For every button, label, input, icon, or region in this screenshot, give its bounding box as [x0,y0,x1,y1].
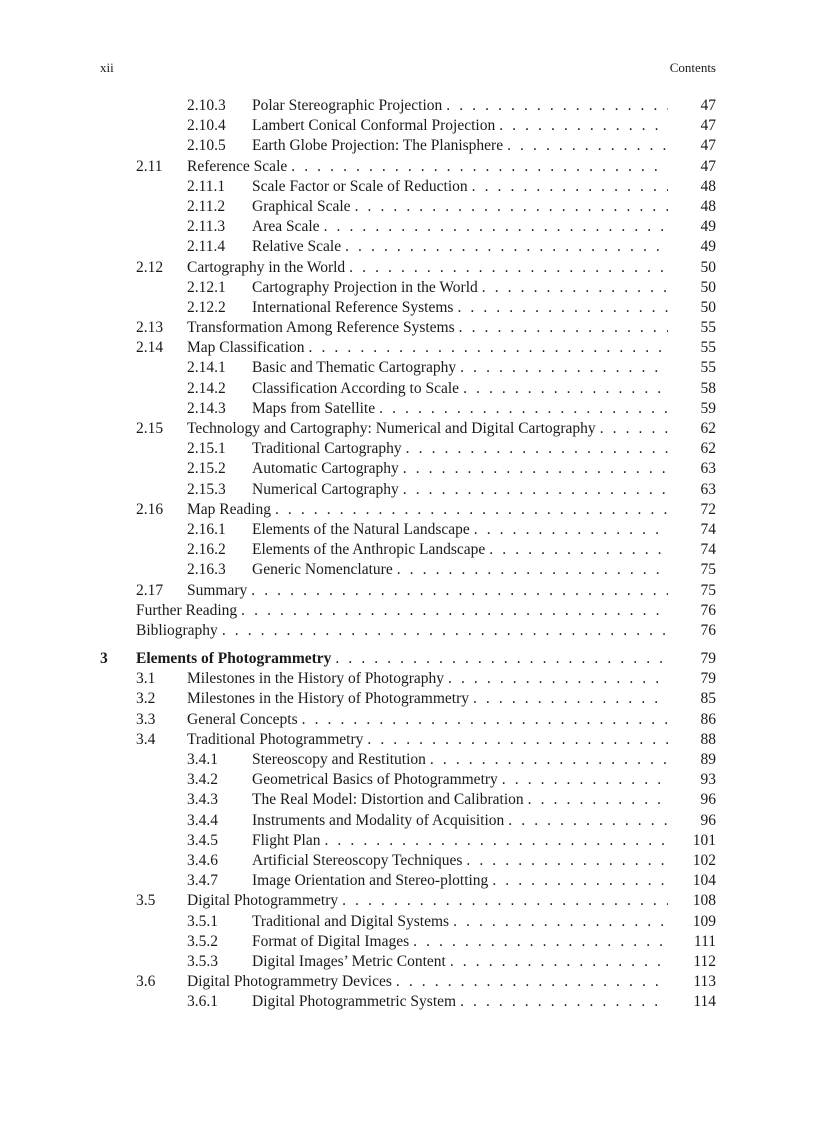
toc-entry-title: Maps from Satellite [252,399,376,417]
toc-entry-number: 2.16.1 [187,520,226,538]
toc-entry-title: Lambert Conical Conformal Projection [252,117,496,135]
toc-entry-page: 85 [668,689,716,709]
dot-leader [392,972,668,992]
toc-entry-title: Numerical Cartography [252,480,399,498]
toc-entry-number: 2.16 [136,500,164,518]
dot-leader [469,689,668,709]
toc-entry-title: Polar Stereographic Projection [252,97,443,114]
toc-entry[interactable] [100,992,716,1012]
toc-entry-title-line [252,992,716,1012]
toc-entry[interactable] [100,581,716,601]
toc-entry-title: Earth Globe Projection: The Planisphere [252,137,504,155]
toc-entry-title-line [252,399,716,419]
toc-entry-title: Relative Scale [252,238,342,256]
dot-leader [446,952,668,972]
toc-entry-title-line [252,237,716,257]
toc-entry-number: 2.15.1 [187,440,226,458]
toc-entry-page: 48 [668,177,716,197]
toc-entry[interactable] [100,358,716,378]
toc-entry-title-line [187,730,716,750]
toc-entry-page: 74 [668,520,716,540]
toc-entry[interactable] [100,500,716,520]
dot-leader [468,177,668,197]
toc-entry-number: 2.15 [136,420,164,437]
toc-entry-page: 88 [668,730,716,750]
toc-entry-title: Transformation Among Reference Systems [187,319,455,337]
toc-entry-title-line [252,358,716,378]
toc-entry-number: 3.4.7 [187,872,218,890]
toc-entry-page: 104 [668,871,716,891]
toc-entry-number: 2.15.3 [187,480,226,498]
toc-entry-page: 59 [668,399,716,419]
toc-entry[interactable] [100,157,716,177]
toc-entry-title: Cartography in the World [187,258,346,276]
toc-entry-title: Geometrical Basics of Photogrammetry [252,771,498,789]
toc-entry-title-line [252,459,716,479]
toc-entry[interactable] [100,217,716,237]
toc-entry-page: 102 [668,851,716,871]
toc-entry-number: 2.11.3 [187,218,226,236]
dot-leader [363,730,668,750]
toc-entry-title: Instruments and Modality of Acquisition [252,811,505,829]
toc-entry-number: 3.4 [136,730,156,748]
toc-entry-number: 2.12.2 [187,298,226,316]
toc-entry[interactable] [100,689,716,709]
toc-entry-title: International Reference Systems [252,298,454,316]
toc-entry[interactable] [100,419,716,439]
toc-entry-number: 3.6.1 [187,993,218,1011]
toc-entry-title-line [252,871,716,891]
toc-entry[interactable] [100,197,716,217]
toc-entry-title-line [187,419,716,439]
toc-entry-title: Further Reading [136,601,238,619]
toc-entry-title: Stereoscopy and Restitution [252,751,426,768]
toc-chapter-entry[interactable] [100,649,716,669]
toc-entry-title-line [252,136,716,156]
toc-entry[interactable] [100,621,716,641]
dot-leader [351,197,668,217]
toc-entry-title-line [252,197,716,217]
running-title: Contents [669,60,716,75]
toc-entry-title-line [187,710,716,730]
toc-entry-title-line [136,601,716,621]
toc-entry[interactable] [100,891,716,911]
toc-entry[interactable] [100,278,716,298]
toc-entry-number: 2.10.4 [187,117,226,135]
toc-entry-title-line [136,621,716,641]
toc-entry-page: 75 [668,560,716,580]
toc-entry[interactable] [100,912,716,932]
toc-entry-title: Reference Scale [187,157,288,175]
toc-entry-number: 2.16.3 [187,561,226,579]
toc-entry[interactable] [100,459,716,479]
toc-entry-title-line [252,790,716,810]
dot-leader [442,96,668,116]
toc-entry-title: Artificial Stereoscopy Techniques [252,851,463,869]
toc-entry[interactable] [100,790,716,810]
toc-entry[interactable] [100,318,716,338]
toc-entry-page: 101 [668,831,716,851]
toc-entry-title-line [252,520,716,540]
dot-leader [456,358,668,378]
toc-entry-number: 3.5.1 [187,912,218,930]
toc-entry[interactable] [100,540,716,560]
toc-entry-page: 50 [668,298,716,318]
dot-leader [331,649,668,669]
dot-leader [470,520,668,540]
toc-entry-title: Digital Photogrammetry Devices [187,973,392,991]
toc-entry-title: Map Classification [187,339,305,357]
toc-entry[interactable] [100,520,716,540]
toc-entry-page: 55 [668,318,716,338]
toc-entry-title-line [252,560,716,580]
toc-entry-page: 63 [668,459,716,479]
dot-leader [503,136,668,156]
toc-entry-page: 62 [668,439,716,459]
toc-entry-title: Digital Photogrammetry [187,892,339,910]
toc-entry-page: 63 [668,480,716,500]
page-number: xii [100,60,114,75]
dot-leader [345,258,668,278]
toc-entry-number: 2.10.3 [187,97,226,114]
toc-entry-number: 2.16.2 [187,541,226,559]
toc-entry-page: 112 [668,952,716,972]
toc-entry-page: 79 [668,649,716,669]
dot-leader [393,560,668,580]
toc-entry[interactable] [100,480,716,500]
dot-leader [495,116,668,136]
toc-entry-number: 3.5.2 [187,932,218,950]
toc-entry-title-line [187,581,716,601]
dot-leader [375,399,668,419]
table-of-contents [100,96,716,1012]
toc-entry-title-line [187,972,716,992]
toc-entry-title: Basic and Thematic Cartography [252,359,457,377]
toc-entry-number: 2.13 [136,319,164,337]
toc-entry-page: 47 [668,96,716,116]
toc-entry-title-line [187,258,716,278]
toc-entry-page: 93 [668,770,716,790]
toc-entry-page: 48 [668,197,716,217]
toc-entry-page: 89 [668,750,716,770]
toc-entry-title: Image Orientation and Stereo-plotting [252,872,489,890]
toc-entry-page: 55 [668,338,716,358]
toc-entry-number: 2.14.3 [187,399,226,417]
toc-entry-title-line [187,669,716,689]
toc-entry[interactable] [100,831,716,851]
toc-entry-title: Format of Digital Images [252,932,410,950]
toc-entry-title-line [252,480,716,500]
toc-entry[interactable] [100,770,716,790]
toc-entry-title-line [252,298,716,318]
dot-leader [237,601,668,621]
toc-entry-title-line [252,912,716,932]
dot-leader [455,318,668,338]
toc-entry-title: Area Scale [252,218,320,236]
toc-entry-title-line [136,649,716,669]
toc-entry-title: Elements of Photogrammetry [136,650,332,668]
toc-entry[interactable] [100,972,716,992]
dot-leader [478,278,668,298]
toc-entry-number: 3.4.1 [187,751,218,768]
toc-entry-page: 50 [668,278,716,298]
dot-leader [298,710,668,730]
toc-entry-title: Traditional and Digital Systems [252,912,450,930]
toc-entry-number: 3.4.5 [187,831,218,849]
toc-entry-title-line [252,217,716,237]
toc-entry[interactable] [100,298,716,318]
toc-entry-number: 3.5.3 [187,952,218,970]
toc-entry-number: 3.6 [136,973,156,991]
dot-leader [399,480,668,500]
toc-entry[interactable] [100,710,716,730]
toc-entry-title: Scale Factor or Scale of Reduction [252,177,468,195]
toc-entry-title: Bibliography [136,621,218,639]
toc-entry-title-line [252,278,716,298]
toc-entry-title: Generic Nomenclature [252,561,393,579]
toc-entry-title-line [187,689,716,709]
toc-entry-number: 3.1 [136,670,156,688]
dot-leader [453,298,668,318]
toc-entry[interactable] [100,750,716,770]
toc-entry-page: 79 [668,669,716,689]
toc-entry-title: Classification According to Scale [252,379,460,397]
toc-entry-number: 2.11 [136,157,163,175]
toc-entry-page: 111 [668,932,716,952]
dot-leader [485,540,668,560]
toc-entry-page: 47 [668,136,716,156]
toc-entry-number: 3.4.6 [187,851,218,869]
toc-entry-page: 58 [668,379,716,399]
toc-entry-title: Traditional Cartography [252,440,402,458]
toc-entry[interactable] [100,136,716,156]
toc-entry-title-line [187,891,716,911]
toc-entry-title-line [252,750,716,770]
toc-entry[interactable] [100,601,716,621]
toc-entry-title-line [252,770,716,790]
toc-entry-title-line [187,500,716,520]
toc-entry-title-line [252,540,716,560]
toc-entry-number: 2.14.1 [187,359,226,377]
toc-entry[interactable] [100,952,716,972]
toc-entry-title: Digital Images’ Metric Content [252,952,446,970]
toc-entry-number: 3.4.4 [187,811,218,829]
toc-entry-title: Map Reading [187,500,271,518]
toc-entry[interactable] [100,811,716,831]
dot-leader [409,932,668,952]
toc-entry-page: 55 [668,358,716,378]
toc-entry-title: Traditional Photogrammetry [187,730,364,748]
toc-entry-page: 47 [668,116,716,136]
toc-entry-title-line [187,157,716,177]
toc-entry-title-line [252,851,716,871]
dot-leader [247,581,668,601]
dot-leader [524,790,668,810]
toc-entry-title-line [252,811,716,831]
dot-leader [596,419,668,439]
dot-leader [462,851,668,871]
toc-entry[interactable] [100,116,716,136]
toc-entry-title-line [252,831,716,851]
toc-entry-number: 2.11.1 [187,177,226,195]
toc-entry[interactable] [100,439,716,459]
toc-entry-title: Flight Plan [252,831,321,849]
dot-leader [338,891,668,911]
toc-entry-title: Milestones in the History of Photogrammetry [187,690,469,708]
toc-entry-title-line [187,338,716,358]
toc-entry-title: Elements of the Natural Landscape [252,520,470,538]
dot-leader [504,811,668,831]
toc-entry[interactable] [100,96,716,116]
toc-entry-title: Summary [187,581,248,599]
toc-entry-page: 108 [668,891,716,911]
toc-entry-page: 76 [668,601,716,621]
toc-entry-title: Elements of the Anthropic Landscape [252,541,486,559]
dot-leader [402,439,668,459]
toc-entry-number: 2.10.5 [187,137,226,155]
toc-entry-title-line [252,177,716,197]
toc-entry-page: 76 [668,621,716,641]
dot-leader [271,500,668,520]
toc-entry-page: 113 [668,972,716,992]
toc-entry-page: 109 [668,912,716,932]
toc-entry-page: 96 [668,811,716,831]
toc-entry-number: 3 [100,650,108,668]
toc-entry-title-line [187,318,716,338]
toc-entry[interactable] [100,560,716,580]
dot-leader [488,871,668,891]
toc-entry-number: 3.5 [136,892,156,910]
toc-entry-number: 2.15.2 [187,460,226,478]
toc-entry-number: 3.2 [136,690,156,708]
toc-entry[interactable] [100,871,716,891]
dot-leader [426,750,668,770]
toc-entry-number: 2.12.1 [187,278,226,296]
toc-entry-title-line [252,932,716,952]
dot-leader [399,459,668,479]
toc-entry-page: 74 [668,540,716,560]
dot-leader [287,157,668,177]
toc-entry[interactable] [100,730,716,750]
toc-entry[interactable] [100,399,716,419]
toc-entry-page: 50 [668,258,716,278]
dot-leader [320,217,668,237]
dot-leader [305,338,668,358]
dot-leader [456,992,668,1012]
dot-leader [320,831,668,851]
toc-entry-title: Graphical Scale [252,197,351,215]
toc-entry-title: Milestones in the History of Photography [187,670,445,688]
toc-entry[interactable] [100,379,716,399]
toc-entry-page: 49 [668,217,716,237]
toc-entry-title-line [252,96,716,116]
toc-entry-number: 2.14 [136,339,164,357]
dot-leader [444,669,668,689]
toc-entry-title: Automatic Cartography [252,460,399,478]
toc-entry-title-line [252,379,716,399]
dot-leader [498,770,668,790]
toc-entry[interactable] [100,669,716,689]
toc-entry-page: 96 [668,790,716,810]
toc-entry-number: 2.12 [136,258,164,276]
dot-leader [341,237,668,257]
toc-entry-page: 72 [668,500,716,520]
toc-entry-title: Technology and Cartography: Numerical and Digital Cartography [187,420,596,437]
toc-entry-title-line [252,439,716,459]
toc-entry[interactable] [100,932,716,952]
toc-entry-title: Digital Photogrammetric System [252,993,457,1011]
toc-entry[interactable] [100,237,716,257]
toc-entry-title-line [252,952,716,972]
dot-leader [449,912,668,932]
toc-entry-number: 3.4.3 [187,791,218,809]
toc-entry[interactable] [100,851,716,871]
toc-entry-title-line [252,116,716,136]
toc-entry-number: 3.3 [136,710,156,728]
toc-entry[interactable] [100,258,716,278]
toc-entry-title: The Real Model: Distortion and Calibration [252,791,524,809]
toc-entry-number: 3.4.2 [187,771,218,789]
toc-entry-page: 75 [668,581,716,601]
toc-entry[interactable] [100,338,716,358]
toc-entry-title: Cartography Projection in the World [252,278,478,296]
toc-entry-page: 49 [668,237,716,257]
dot-leader [218,621,668,641]
toc-entry-number: 2.11.4 [187,238,226,256]
toc-entry-number: 2.11.2 [187,197,226,215]
toc-entry-page: 47 [668,157,716,177]
toc-entry-page: 62 [668,419,716,439]
toc-entry-number: 2.14.2 [187,379,226,397]
toc-entry-page: 114 [668,992,716,1012]
toc-entry-number: 2.17 [136,581,164,599]
toc-entry-title: General Concepts [187,710,298,728]
toc-entry[interactable] [100,177,716,197]
toc-entry-page: 86 [668,710,716,730]
dot-leader [459,379,668,399]
